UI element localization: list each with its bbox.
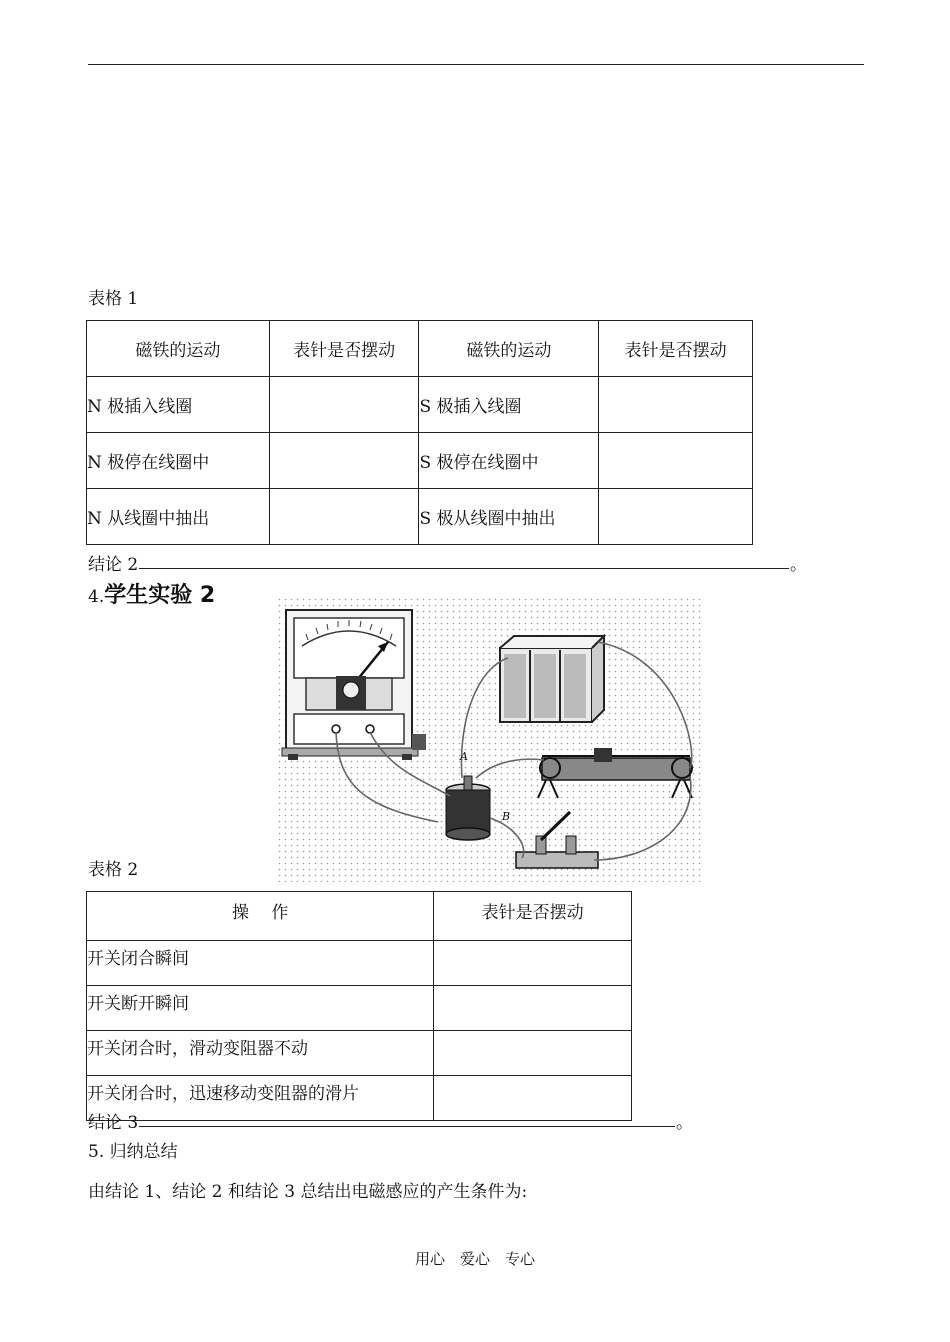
table-row bbox=[87, 1031, 632, 1076]
answer-cell[interactable] bbox=[434, 1031, 632, 1076]
experiment-apparatus-figure bbox=[278, 598, 704, 882]
table-row bbox=[87, 433, 753, 489]
table-cell: S 极插入线圈 bbox=[419, 377, 599, 433]
answer-cell[interactable] bbox=[269, 377, 419, 433]
table-cell: S 极从线圈中抽出 bbox=[419, 489, 599, 545]
table-cell: 开关断开瞬间 bbox=[87, 986, 434, 1031]
conclusion3-end: 。 bbox=[676, 1113, 693, 1133]
answer-cell[interactable] bbox=[434, 1076, 632, 1121]
summary-text: 由结论 1、结论 2 和结论 3 总结出电磁感应的产生条件为: bbox=[88, 1182, 528, 1202]
table-cell: 开关闭合时，滑动变阻器不动 bbox=[87, 1031, 434, 1076]
figure-label-a: A bbox=[460, 750, 468, 763]
table1 bbox=[86, 320, 753, 545]
table1-header: 磁铁的运动 bbox=[87, 321, 270, 377]
table-cell: S 极停在线圈中 bbox=[419, 433, 599, 489]
answer-cell[interactable] bbox=[434, 986, 632, 1031]
table1-caption: 表格 1 bbox=[88, 289, 139, 309]
section4-title: 学生实验 2 bbox=[104, 583, 216, 608]
answer-cell[interactable] bbox=[599, 433, 753, 489]
table-cell: N 从线圈中抽出 bbox=[87, 489, 270, 545]
figure-label-b: B bbox=[502, 810, 511, 823]
answer-cell[interactable] bbox=[269, 489, 419, 545]
table-row bbox=[87, 986, 632, 1031]
answer-cell[interactable] bbox=[434, 941, 632, 986]
conclusion3-blank[interactable] bbox=[139, 1126, 675, 1127]
table-cell: 开关闭合时，迅速移动变阻器的滑片 bbox=[87, 1076, 434, 1121]
table-cell: 开关闭合瞬间 bbox=[87, 941, 434, 986]
table2-caption: 表格 2 bbox=[88, 860, 139, 880]
conclusion2-blank[interactable] bbox=[139, 568, 789, 569]
table-cell: N 极停在线圈中 bbox=[87, 433, 270, 489]
conclusion3-label: 结论 3 bbox=[88, 1113, 139, 1133]
battery-icon bbox=[500, 636, 604, 722]
section5-title: 5. 归纳总结 bbox=[88, 1142, 178, 1162]
table-row bbox=[87, 489, 753, 545]
table2-header-row bbox=[87, 892, 632, 941]
answer-cell[interactable] bbox=[599, 489, 753, 545]
table-row bbox=[87, 1076, 632, 1121]
header-rule bbox=[88, 64, 864, 65]
galvanometer-icon bbox=[282, 610, 426, 760]
table-row bbox=[87, 941, 632, 986]
table-row bbox=[87, 377, 753, 433]
conclusion2-label: 结论 2 bbox=[88, 555, 139, 575]
table2-header: 表针是否摆动 bbox=[434, 892, 632, 941]
table-cell: N 极插入线圈 bbox=[87, 377, 270, 433]
section4-number: 4. bbox=[88, 587, 105, 607]
coil-icon bbox=[446, 776, 490, 840]
table2 bbox=[86, 891, 632, 1121]
page-footer: 用心 爱心 专心 bbox=[414, 1250, 535, 1268]
table2-header: 操 作 bbox=[87, 892, 434, 941]
conclusion2-end: 。 bbox=[790, 555, 807, 575]
section4-heading bbox=[88, 578, 215, 609]
answer-cell[interactable] bbox=[269, 433, 419, 489]
answer-cell[interactable] bbox=[599, 377, 753, 433]
table1-header: 磁铁的运动 bbox=[419, 321, 599, 377]
table1-header-row bbox=[87, 321, 753, 377]
table1-header: 表针是否摆动 bbox=[599, 321, 753, 377]
table1-header: 表针是否摆动 bbox=[269, 321, 419, 377]
